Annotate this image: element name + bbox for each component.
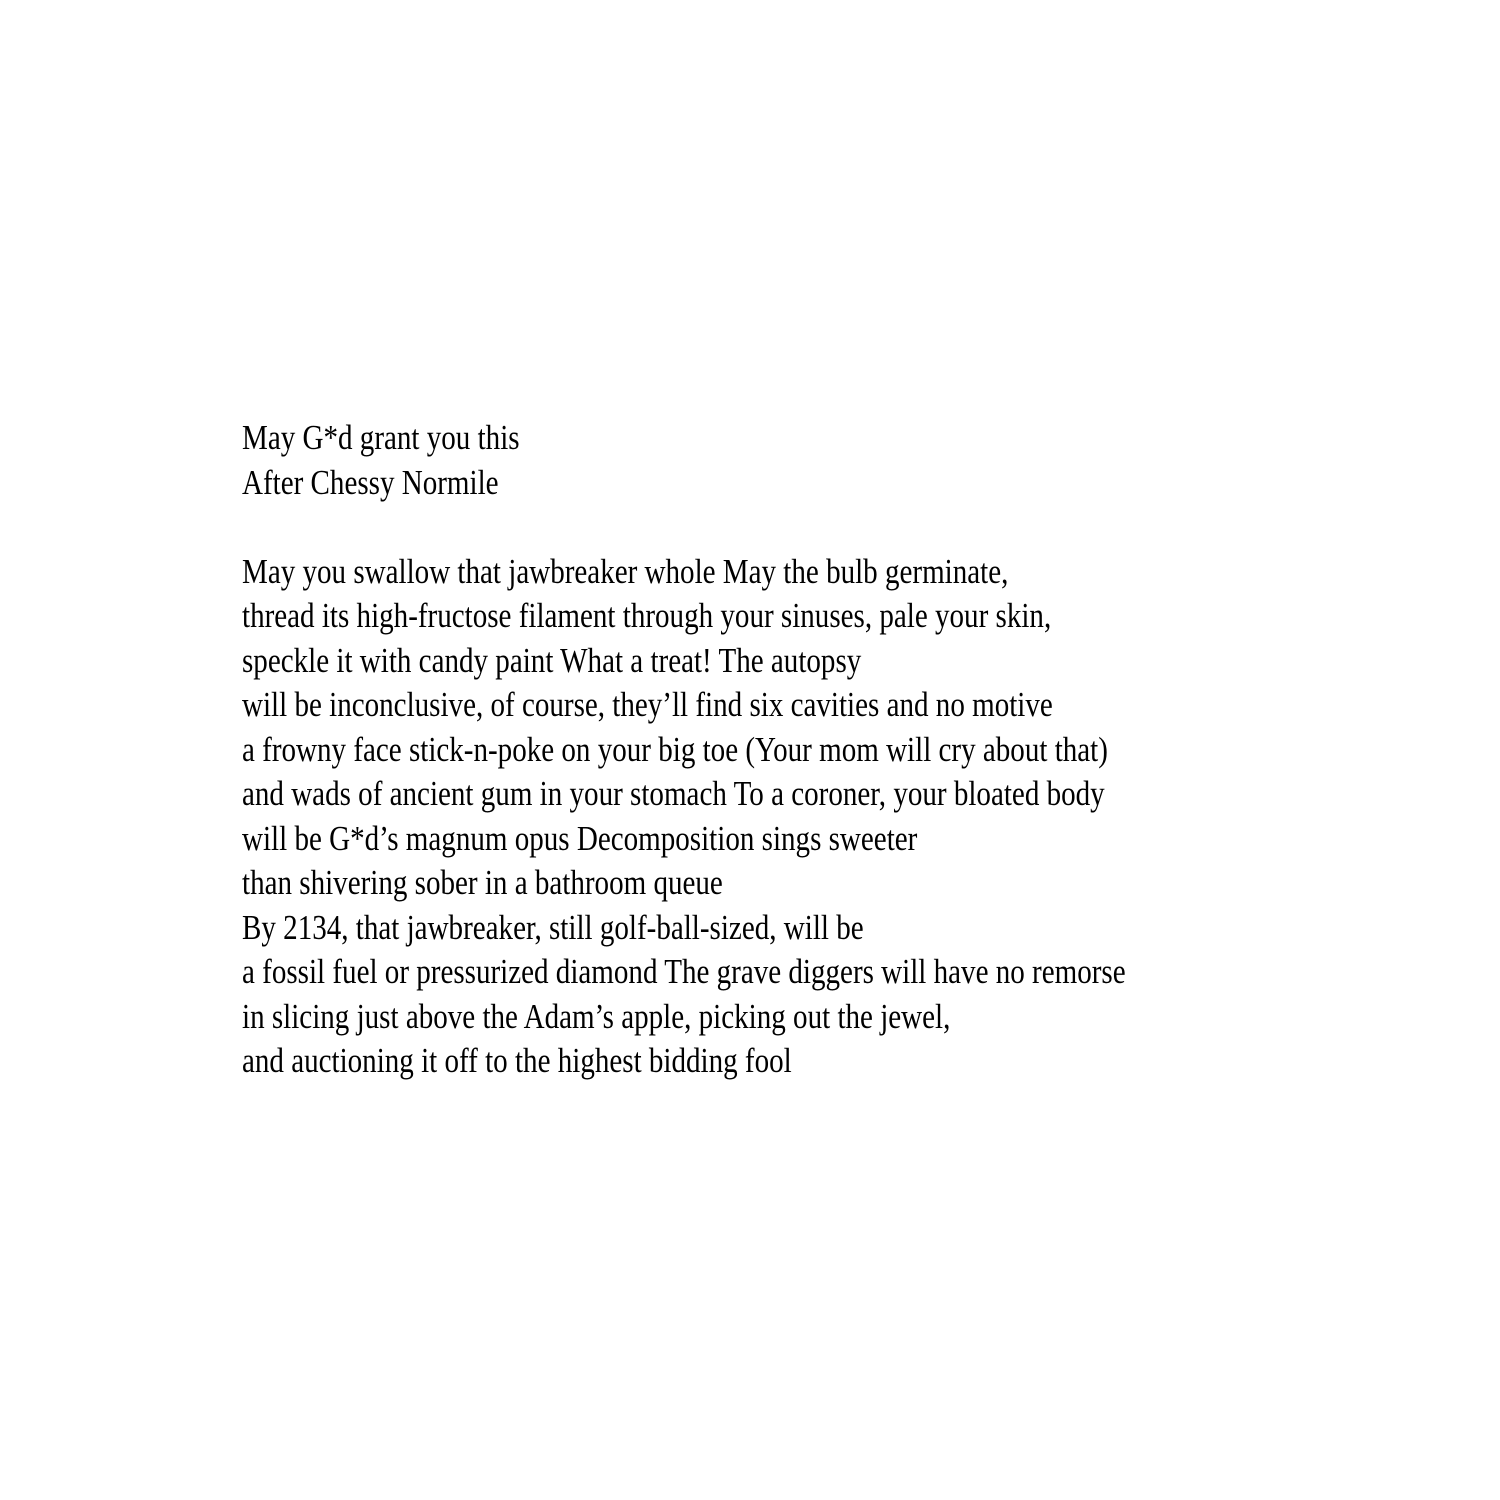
blank-line [242, 505, 1126, 550]
poem-line: thread its high-fructose filament through your sinuses, pale your skin, [242, 596, 1052, 635]
poem-title: May G*d grant you this [242, 418, 520, 457]
poem-line: will be inconclusive, of course, they’ll find six cavities and no motive [242, 685, 1053, 724]
poem-line: speckle it with candy paint What a treat! The autopsy [242, 640, 862, 680]
poem-line: a frowny face stick-n-poke on your big toe (Your mom will cry about that) [242, 729, 1108, 769]
poem-page [242, 416, 1307, 1084]
poem-attribution: After Chessy Normile [242, 462, 499, 502]
poem-line: By 2134, that jawbreaker, still golf-ball-sized, will be [242, 907, 864, 947]
poem-line: May you swallow that jawbreaker whole May the bulb germinate, [242, 551, 1009, 591]
poem-line: than shivering sober in a bathroom queue [242, 863, 723, 902]
poem-line: and wads of ancient gum in your stomach To a coroner, your bloated body [242, 774, 1105, 813]
poem-line: and auctioning it off to the highest bidding fool [242, 1041, 792, 1080]
poem-line: will be G*d’s magnum opus Decomposition sings sweeter [242, 818, 918, 858]
poem-line: a fossil fuel or pressurized diamond The grave diggers will have no remorse [242, 952, 1126, 991]
poem-line: in slicing just above the Adam’s apple, picking out the jewel, [242, 996, 951, 1036]
